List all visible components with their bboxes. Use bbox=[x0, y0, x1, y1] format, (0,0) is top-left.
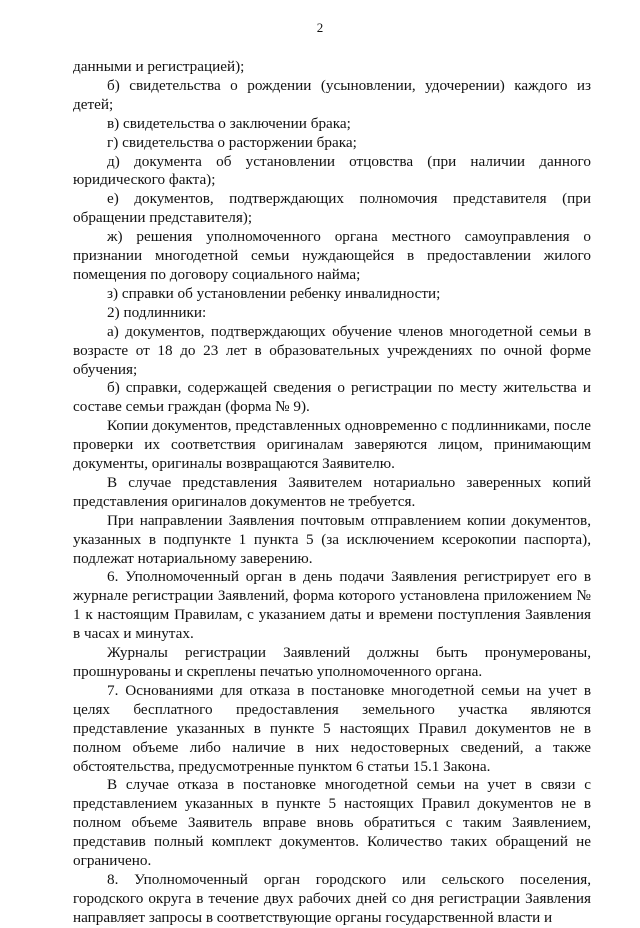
paragraph: б) свидетельства о рождении (усыновлении, удочерении) каждого из детей; bbox=[73, 76, 591, 113]
paragraph: б) справки, содержащей сведения о регистрации по месту жительства и составе семьи граждан (форма № 9). bbox=[73, 379, 591, 416]
paragraph: При направлении Заявления почтовым отправлением копии документов, указанных в подпункте 1 пункта 5 (за исключением ксерокопии паспорта), подлежат нотариальному заверению. bbox=[73, 511, 591, 567]
paragraph: Копии документов, представленных одновременно с подлинниками, после проверки их соответствия оригиналам заверяются лицом, принимающим документы, оригиналы возвращаются Заявителю. bbox=[73, 417, 591, 473]
paragraph: е) документов, подтверждающих полномочия представителя (при обращении представителя); bbox=[73, 190, 591, 227]
document-body bbox=[73, 58, 591, 928]
page-number: 2 bbox=[316, 20, 324, 35]
paragraph: 6. Уполномоченный орган в день подачи Заявления регистрирует его в журнале регистрации Заявлений, форма которого установлена приложением № 1 к настоящим Правилам, с указанием даты и времени поступления Заявления в часах и минутах. bbox=[73, 568, 591, 643]
paragraph: 2) подлинники: bbox=[107, 303, 207, 321]
paragraph: в) свидетельства о заключении брака; bbox=[107, 114, 351, 132]
paragraph: 7. Основаниями для отказа в постановке многодетной семьи на учет в целях бесплатного предоставления земельного участка являются представление указанных в пункте 5 настоящих Правил документов не в полном объеме либо наличие в них недостоверных сведений, а также обстоятельства, предусмотренные пунктом 6 статьи 15.1 Закона. bbox=[73, 681, 591, 775]
paragraph: з) справки об установлении ребенку инвалидности; bbox=[107, 284, 441, 302]
paragraph: а) документов, подтверждающих обучение членов многодетной семьи в возрасте от 18 до 23 лет в образовательных учреждениях по очной форме обучения; bbox=[73, 322, 591, 378]
paragraph: 8. Уполномоченный орган городского или сельского поселения, городского округа в течение двух рабочих дней со дня регистрации Заявления направляет запросы в соответствующие органы государственной власти и bbox=[73, 870, 591, 926]
paragraph: В случае отказа в постановке многодетной семьи на учет в связи с представлением указанных в пункте 5 настоящих Правил документов не в полном объеме Заявитель вправе вновь обратиться с таким Заявлением, представив полный комплект документов. Количество таких обращений не ограничено. bbox=[73, 776, 591, 870]
paragraph: д) документа об установлении отцовства (при наличии данного юридического факта); bbox=[73, 152, 591, 189]
paragraph: данными и регистрацией); bbox=[73, 58, 245, 75]
paragraph: В случае представления Заявителем нотариально заверенных копий представления оригиналов документов не требуется. bbox=[73, 473, 591, 510]
paragraph: Журналы регистрации Заявлений должны быть пронумерованы, прошнурованы и скреплены печатью уполномоченного органа. bbox=[73, 644, 591, 680]
paragraph: ж) решения уполномоченного органа местного самоуправления о признании многодетной семьи нуждающейся в предоставлении жилого помещения по договору социального найма; bbox=[73, 228, 591, 283]
paragraph: г) свидетельства о расторжении брака; bbox=[107, 133, 357, 151]
